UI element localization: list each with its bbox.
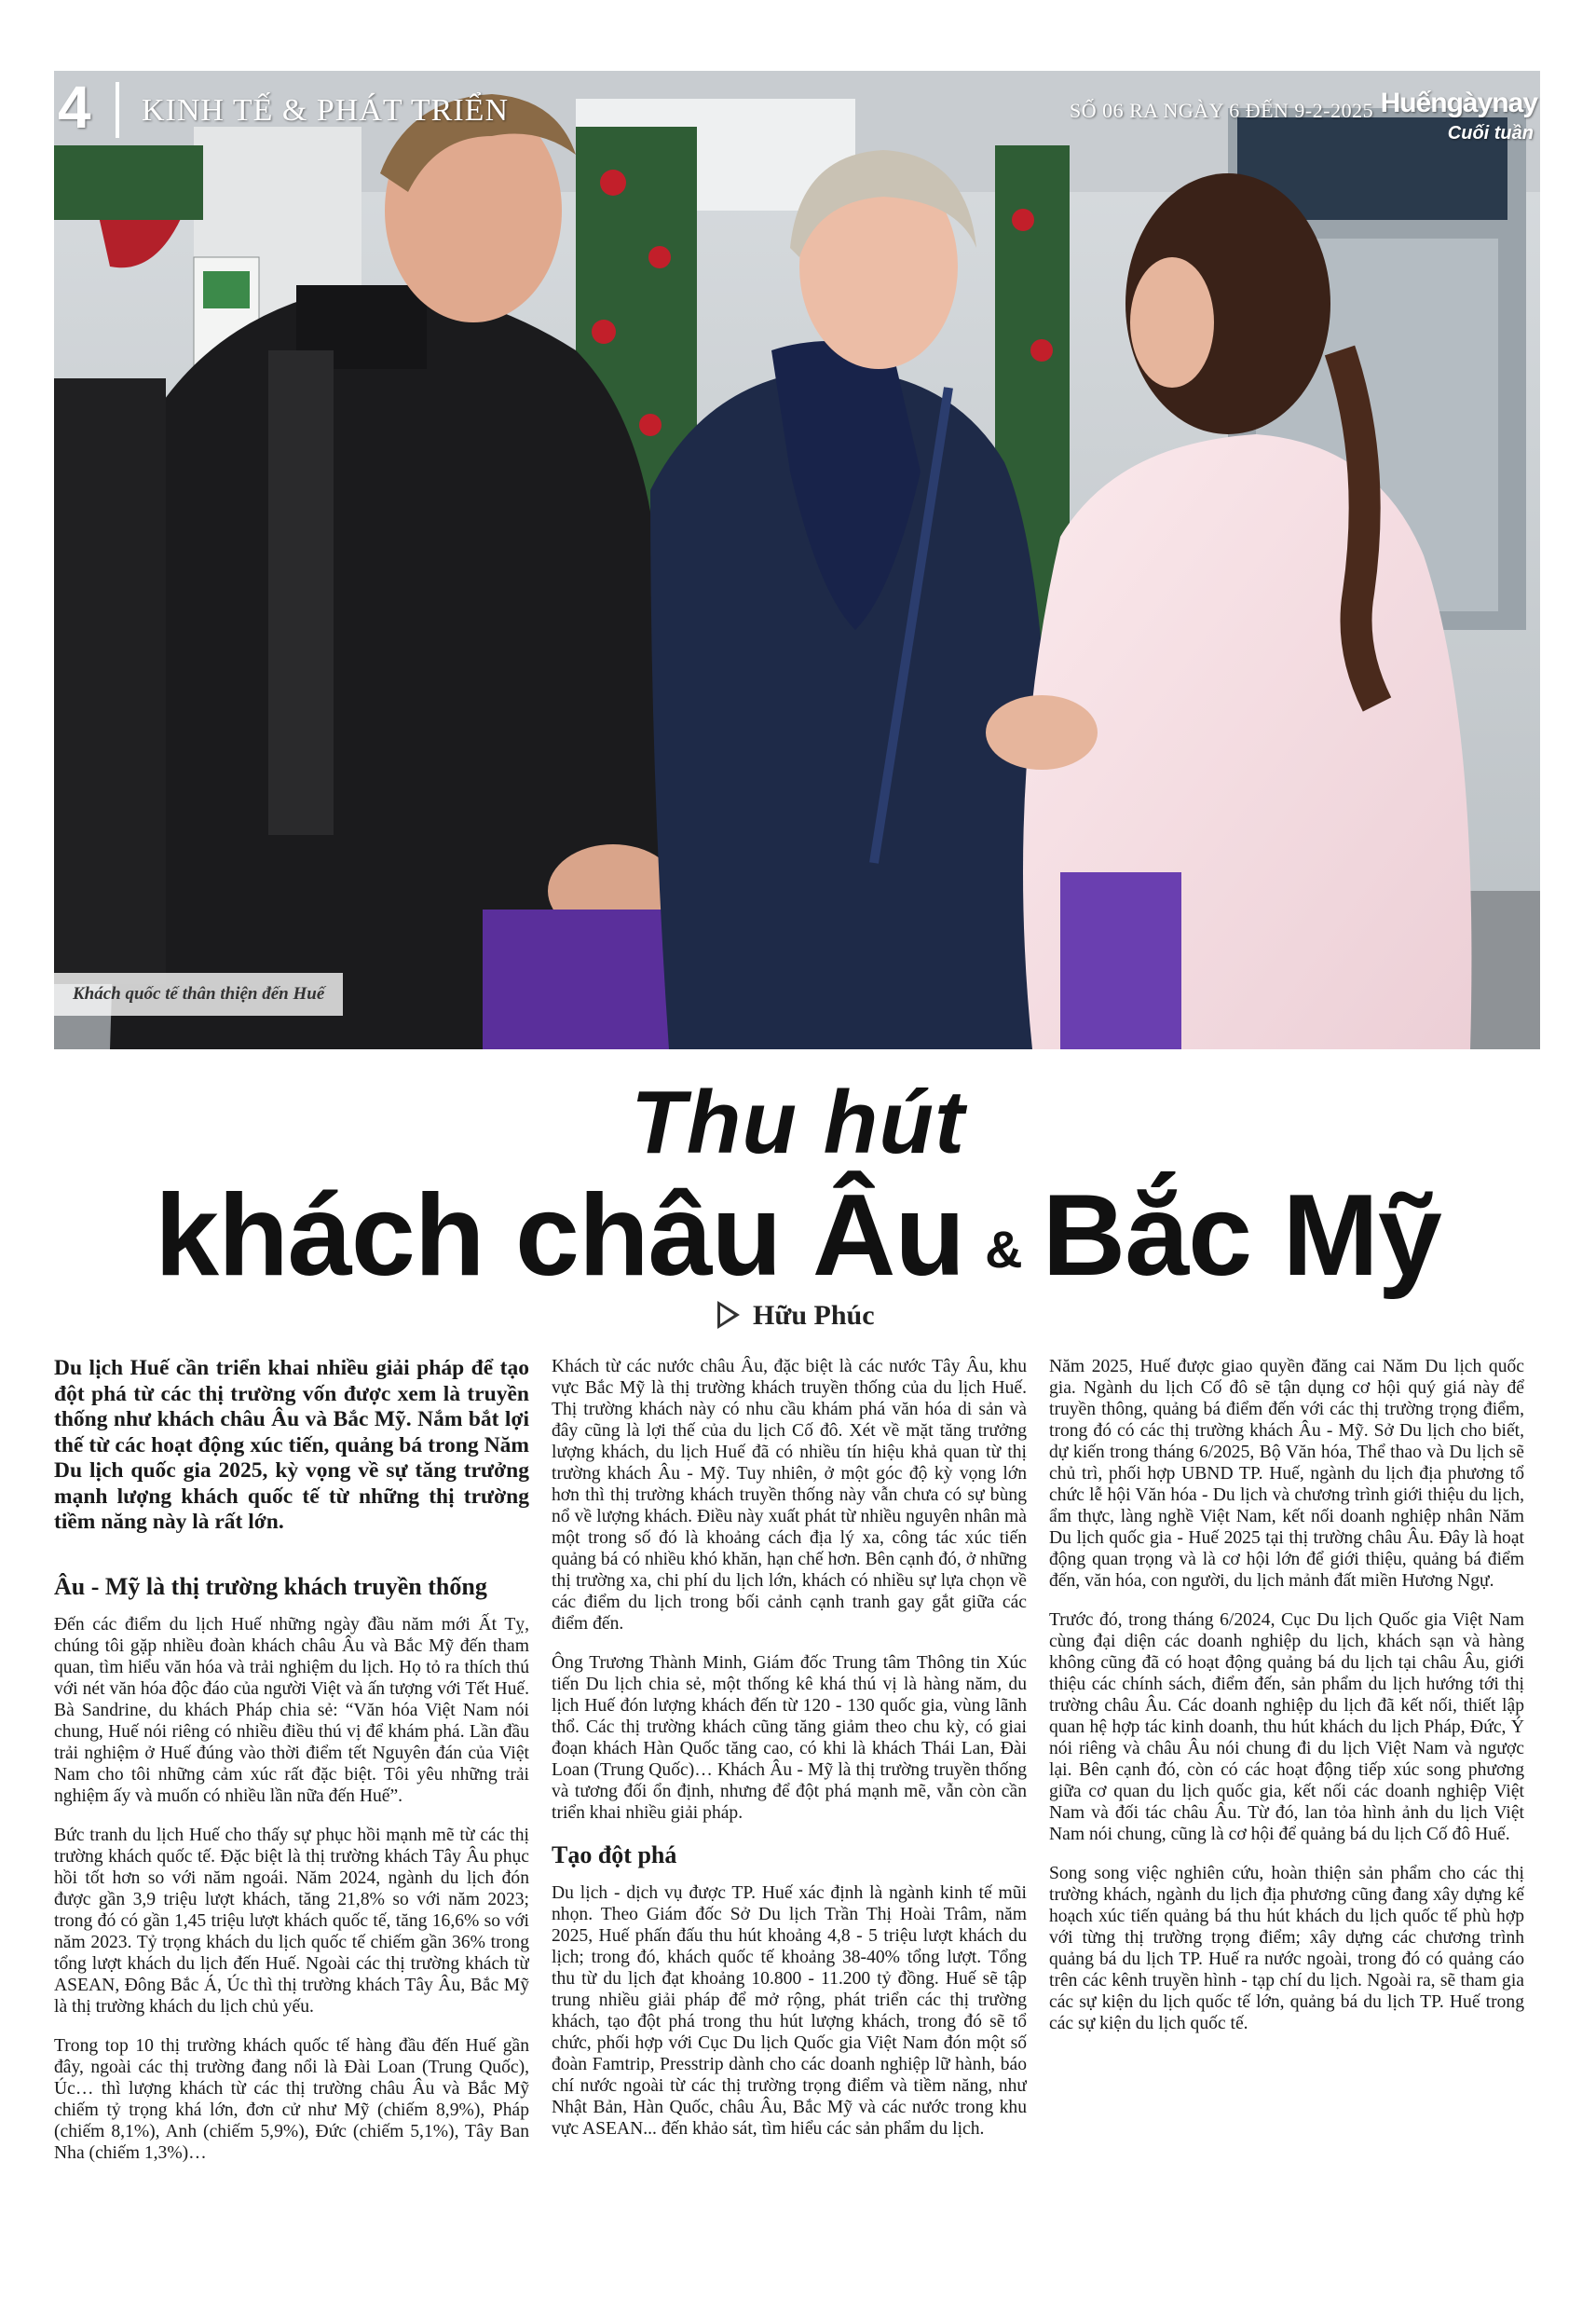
- headline-ampersand: &: [985, 1220, 1022, 1279]
- page-header: [54, 71, 1540, 153]
- page-number: 4: [58, 74, 89, 141]
- section-name: KINH TẾ & PHÁT TRIỂN: [142, 93, 509, 128]
- headline-line-1: Thu hút: [631, 1073, 965, 1172]
- paragraph-5: Ông Trương Thành Minh, Giám đốc Trung tâm Thông tin Xúc tiến Du lịch chia sẻ, một thống kê khá thú vị là hàng năm, du lịch Huế đón lượng khách đến từ 120 - 130 quốc gia, vùng lãnh thổ. Các thị trường khách cũng tăng giảm theo chu kỳ, có giai đoạn khách Hàn Quốc tăng cao, có khi là khách Thái Lan, Đài Loan (Trung Quốc)… Khách Âu - Mỹ là thị trường truyền thống và tương đối ổn định, nhưng để đột phá mạnh mẽ, vẫn còn cần triển khai nhiều giải pháp.: [552, 1653, 1027, 1823]
- brand-logo: [1380, 88, 1537, 149]
- brand-logo-top: Huếngàynay: [1380, 88, 1537, 118]
- headline-part-b: Bắc Mỹ: [1042, 1171, 1441, 1300]
- headline-line-2: [0, 1170, 1596, 1302]
- paragraph-9: Song song việc nghiên cứu, hoàn thiện sản phẩm cho các thị trường khách, ngành du lịch địa phương cũng đang xây dựng kế hoạch xúc tiến quảng bá thu hút khách du lịch quốc tế phù hợp với từng thị trường trọng điểm; xây dựng các chương trình quảng bá du lịch TP. Huế ra nước ngoài, trong đó có quảng cáo trên các kênh truyền hình - tạp chí du lịch. Ngoài ra, sẽ tham gia các sự kiện du lịch quốc tế lớn, quảng bá du lịch TP. Huế trong các sự kiện du lịch quốc tế.: [1049, 1864, 1524, 2033]
- paragraph-2: Bức tranh du lịch Huế cho thấy sự phục hồi mạnh mẽ từ các thị trường khách quốc tế. Đặc biệt là thị trường khách Tây Âu phục hồi tốt hơn so với năm ngoái. Năm 2024, ngành du lịch đón được gần 3,9 triệu lượt khách, tăng 21,8% so với năm 2023; trong đó có gần 1,45 triệu lượt khách quốc tế, tăng 16,6% so với năm 2023. Tỷ trọng khách du lịch quốc tế chiếm gần 36% trong tổng lượt khách du lịch đến Huế. Ngoài các thị trường khách từ ASEAN, Đông Bắc Á, Úc thì thị trường khách Tây Âu, Bắc Mỹ là thị trường khách du lịch chủ yếu.: [54, 1825, 529, 2017]
- column-2: [552, 1356, 1027, 2278]
- photo-illustration: [54, 71, 1540, 1049]
- byline: [717, 1300, 875, 1332]
- headline-part-a: khách châu Âu: [155, 1171, 965, 1300]
- play-triangle-icon: [717, 1301, 740, 1329]
- subheading-1: Âu - Mỹ là thị trường khách truyền thống: [54, 1572, 487, 1600]
- paragraph-8: Trước đó, trong tháng 6/2024, Cục Du lịch Quốc gia Việt Nam cùng đại diện các doanh nghiệp du lịch, khách sạn và hàng không cũng đã có hoạt động quảng bá du lịch tại châu Âu, giới thiệu các chính sách, điểm đến, sản phẩm du lịch hướng tới thị trường châu Âu. Các doanh nghiệp du lịch đã kết nối, thiết lập quan hệ hợp tác kinh doanh, thu hút khách du lịch Pháp, Đức, Ý nói riêng và châu Âu nói chung đi du lịch Việt Nam và ngược lại. Bên cạnh đó, còn có các hoạt động tiếp xúc song phương giữa cơ quan du lịch quốc gia, kết nối các doanh nghiệp Việt Nam và đối tác châu Âu. Từ đó, lan tỏa hình ảnh du lịch Việt Nam nói chung, cũng là cơ hội để quảng bá du lịch Cố đô Huế.: [1049, 1610, 1524, 1844]
- issue-info: SỐ 06 RA NGÀY 6 ĐẾN 9-2-2025: [1070, 99, 1374, 122]
- brand-logo-bottom: Cuối tuần: [1447, 123, 1534, 144]
- paragraph-3: Trong top 10 thị trường khách quốc tế hàng đầu đến Huế gần đây, ngoài các thị trường đang nổi là Đài Loan (Trung Quốc), Úc… thì lượng khách từ các thị trường châu Âu và Bắc Mỹ chiếm tỷ trọng khá lớn, đơn cử như Mỹ (chiếm 8,9%), Pháp (chiếm 8,1%), Anh (chiếm 5,9%), Đức (chiếm 5,1%), Tây Ban Nha (chiếm 1,3%)…: [54, 2035, 529, 2163]
- lead-paragraph: Du lịch Huế cần triển khai nhiều giải pháp để tạo đột phá từ các thị trường vốn được xem là truyền thống như khách châu Âu và Bắc Mỹ. Nắm bắt lợi thế từ các hoạt động xúc tiến, quảng bá trong Năm Du lịch quốc gia 2025, kỳ vọng về sự tăng trưởng mạnh lượng khách quốc tế từ những thị trường tiềm năng này là rất lớn.: [54, 1356, 529, 1534]
- hero-photo: [54, 71, 1540, 1049]
- paragraph-6: Du lịch - dịch vụ được TP. Huế xác định là ngành kinh tế mũi nhọn. Theo Giám đốc Sở Du lịch Trần Thị Hoài Trâm, năm 2025, Huế phấn đấu thu hút khoảng 4,8 - 5 triệu lượt khách du lịch; trong đó, khách quốc tế khoảng 38-40% tổng lượt. Tổng thu từ du lịch đạt khoảng 10.800 - 11.200 tỷ đồng. Huế sẽ tập trung nhiều giải pháp để mở rộng, phát triển các thị trường khách, tạo đột phá trong thu hút lượng khách, trong đó sẽ tổ chức, phối hợp với Cục Du lịch Quốc gia Việt Nam đón một số đoàn Famtrip, Presstrip dành cho các doanh nghiệp lữ hành, báo chí nước ngoài từ các thị trường trọng điểm và tiềm năng, như Nhật Bản, Hàn Quốc, châu Âu, Bắc Mỹ và các nước trong khu vực ASEAN... đến khảo sát, tìm hiểu các sản phẩm du lịch.: [552, 1883, 1027, 2139]
- paragraph-4: Khách từ các nước châu Âu, đặc biệt là các nước Tây Âu, khu vực Bắc Mỹ là thị trường khách truyền thống của du lịch Huế. Thị trường khách này có nhu cầu khám phá văn hóa di sản và đây cũng là lợi thế của du lịch Cố đô. Xét về mặt tăng trưởng lượng khách, du lịch Huế đã có nhiều tín hiệu khả quan từ thị trường khách Âu - Mỹ. Tuy nhiên, ở một góc độ kỳ vọng lớn hơn thì thị trường khách truyền thống này vẫn chưa có sự bùng nổ về lượng khách. Điều này xuất phát từ nhiều nguyên nhân mà một trong số đó là khoảng cách địa lý xa, công tác xúc tiến quảng bá có nhiều khó khăn, hạn chế hơn. Bên cạnh đó, ở những thị trường xa, chi phí du lịch lớn, khách có nhiều sự lựa chọn về các điểm du lịch trong bối cảnh cạnh tranh gay gắt giữa các điểm đến.: [552, 1357, 1027, 1634]
- author-name: Hữu Phúc: [753, 1300, 875, 1331]
- paragraph-1: Đến các điểm du lịch Huế những ngày đầu năm mới Ất Tỵ, chúng tôi gặp nhiều đoàn khách châu Âu và Bắc Mỹ đến tham quan, tìm hiểu văn hóa và trải nghiệm du lịch. Họ tỏ ra thích thú với nét văn hóa độc đáo của người Việt và ấn tượng với Tết Huế. Bà Sandrine, du khách Pháp chia sẻ: “Văn hóa Việt Nam nói chung, Huế nói riêng có nhiều điều thú vị để khám phá. Lần đầu trải nghiệm ở Huế đúng vào thời điểm tết Nguyên đán của Việt Nam cho tôi những cảm xúc rất đặc biệt. Tôi yêu những trải nghiệm ấy và muốn có nhiều lần nữa đến Huế”.: [54, 1614, 529, 1806]
- header-divider: [116, 82, 119, 138]
- subheading-2: Tạo đột phá: [552, 1841, 677, 1868]
- paragraph-7: Năm 2025, Huế được giao quyền đăng cai Năm Du lịch quốc gia. Ngành du lịch Cố đô sẽ tận dụng cơ hội quý giá này để truyền thông, quảng bá điểm đến với các thị trường trọng điểm, trong đó có các thị trường khách Âu - Mỹ. Sở Du lịch cho biết, dự kiến trong tháng 6/2025, Bộ Văn hóa, Thể thao và Du lịch sẽ chủ trì, phối hợp UBND TP. Huế, ngành du lịch địa phương tổ chức lễ hội Văn hóa - Du lịch và chương trình giới thiệu du lịch, ẩm thực, làng nghề Việt Nam, kết nối doanh nghiệp nhân Năm Du lịch quốc gia - Huế 2025 tại thị trường châu Âu. Đây là hoạt động quan trọng và là cơ hội lớn để giới thiệu, quảng bá điểm đến, văn hóa, con người, du lịch mảnh đất miền Hương Ngự.: [1049, 1357, 1524, 1591]
- photo-caption: Khách quốc tế thân thiện đến Huế: [54, 973, 343, 1016]
- column-1: [54, 1356, 529, 2278]
- column-3: [1049, 1356, 1524, 2278]
